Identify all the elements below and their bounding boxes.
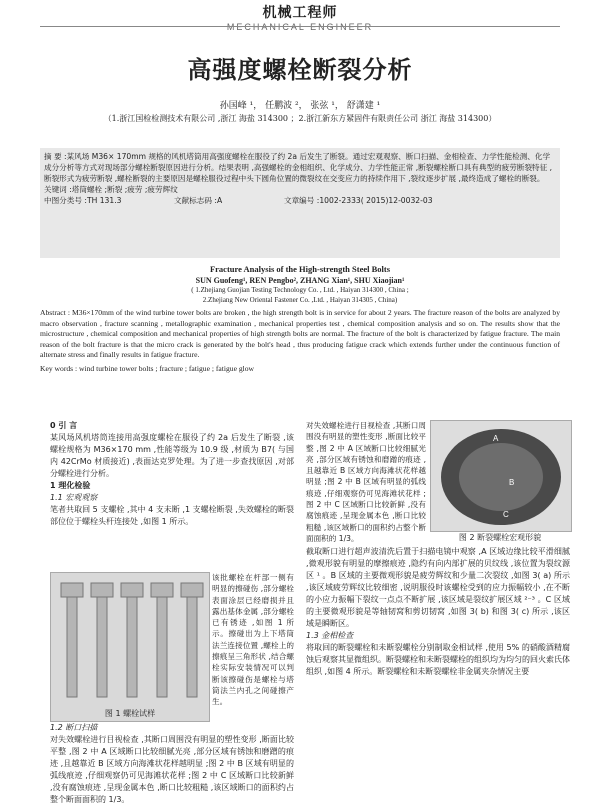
article-number: 文章编号 :1002-2333( 2015)12-0032-03: [284, 196, 433, 205]
english-abstract: Abstract : M36×170mm of the wind turbine tower bolts are broken , the high strength bolt is in service for about 2 years. The fracture reason of the bolts are analyzed by macro observation , fracture scanning , metallographic examination , mechanical properties test , chemical composition analysis and so on. The results show that the microstructure , chemical composition and mechanical properties of high strength bolts are normal. The fracture of the bolt is characterized by fatigue fracture. The main reason of the bolt fracture is that the micro crack is generated by the bolt's head , thus producing fatigue crack which extends further under the continuous function of alternate stress and finally results in fatigue fracture.: [40, 308, 560, 359]
paper-title: 高强度螺栓断裂分析: [187, 56, 413, 84]
affiliations: （1.浙江国检检测技术有限公司 ,浙江 海盐 314300 ；2.浙江新东方紧固件有限责任公司 浙江 海盐 314300）: [103, 114, 497, 123]
right-top-paragraph: 对失效螺栓进行目视检查 ,其断口周围没有明显的塑性变形 ,断面比较平整 ,图 2 中 A 区域断口比较细腻光亮 ,部分区域有锈蚀和磨蹭的痕迹 ,且越靠近 B 区域方向海滩状花样越明显 ;图 2 中 B 区域有明显的弧线痕迹 ,仔细观察仍可见海滩状花样 ;图 2 中 C 区域断口比较新鲜 ,没有腐蚀痕迹 ,呈现金属本色 ,断口比较粗糙 ,该区域断口的面积约占整个断面面积的 1/3。: [306, 421, 426, 543]
region-c-label: C: [503, 510, 509, 519]
header-rule: [40, 26, 560, 27]
journal-name-en: MECHANICAL ENGINEER: [226, 22, 374, 32]
authors: 孙国峰 ¹， 任鹏波 ²， 张弦 ¹， 舒潇建 ¹: [219, 101, 381, 111]
document-code: 文献标志码 :A: [174, 196, 223, 205]
left-column-wrap: [212, 572, 294, 708]
journal-name-cn: 机械工程师: [262, 5, 338, 21]
bolts-illustration: [51, 573, 209, 721]
english-title: Fracture Analysis of the High-strength Steel Bolts: [209, 264, 391, 274]
figure-2-caption: 图 2 断裂螺栓宏观形貌: [458, 533, 542, 542]
classification-row: [44, 195, 556, 206]
region-a-label: A: [493, 434, 499, 443]
journal-header: [0, 0, 600, 32]
abstract-cn-text: 摘 要 :某风场 M36× 170mm 规格的风机塔筒用高强度螺栓在服役了约 2a 后发生了断裂。通过宏观观察、断口扫描、金相检查、力学性能检测、化学成分分析等方式对现场部分螺栓断裂原因进行分析。结果表明 ,高强螺栓的金相组织、化学成分、力学性能正常 ,断裂螺栓断口具有典型的疲劳断裂特征 ,断裂形式为疲劳断裂 ,螺栓断裂的主要原因是螺栓服役过程中头下圆角位置的微裂纹在交变应力的持续作用下 ,裂纹逐步扩展 ,最终造成了螺栓的断裂。: [44, 152, 553, 183]
clc-number: 中图分类号 :TH 131.3: [44, 196, 122, 205]
section-0-heading: 0 引 言: [50, 421, 78, 430]
left-column: [50, 420, 294, 528]
section-1-1-paragraph-a: 笔者共取回 5 支螺栓 ,其中 4 支未断 ,1 支螺栓断裂 ,失效螺栓的断裂部位位于螺栓头杆连接处 ,如图 1 所示。: [50, 505, 294, 526]
sem-paragraph: 截取断口进行超声波清洗后置于扫描电镜中观察 ,A 区域边缘比较平滑细腻 ,微观形貌有明显的摩擦痕迹 ,隐约有向内部扩展的贝纹线 ,该位置为裂纹源区 ¹ 。B 区域的主要微观形貌是疲劳辉纹和少量二次裂纹 ,如图 3( a) 所示 ,该区域疲劳辉纹比较细密 ,说明服役时该螺栓受到的应力振幅较小 ,在不断的小应力振幅下裂纹一点点不断扩展 ,该区域是裂纹扩展区域 ²⁻³ 。C 区域的主要微观形貌是等轴韧窝和剪切韧窝 ,如图 3( b) 和图 3( c) 所示 ,该区域是瞬断区。: [306, 547, 570, 628]
english-keywords: Key words : wind turbine tower bolts ; fracture ; fatigue ; fatigue glow: [40, 363, 255, 373]
right-column-bottom: [306, 546, 570, 762]
intro-paragraph: 某风场风机塔筒连接用高强度螺栓在服役了约 2a 后发生了断裂 ,该螺栓规格为 M36×170 mm ,性能等级为 10.9 级 ,材质为 B7( 与国内 42CrMo 材质接近) ,表面达克罗处理。为了进一步查找原因 ,对部分螺栓进行分析。: [50, 433, 294, 478]
section-1-2-heading: 1.2 断口扫描: [50, 723, 98, 732]
english-affiliation-2: 2.Zhejiang New Oriental Fastener Co. ,Ltd. , Haiyan 314305 , China): [202, 296, 398, 304]
english-authors: SUN Guofeng¹, REN Pengbo², ZHANG Xian¹, SHU Xiaojian¹: [195, 276, 405, 285]
fracture-illustration: [431, 421, 571, 531]
english-affiliation-1: ( 1.Zhejiang Guojian Testing Technology Co. , Ltd. , Haiyan 314300 , China ;: [191, 286, 409, 294]
section-1-3-heading: 1.3 金相检查: [306, 631, 354, 640]
section-1-1-heading: 1.1 宏观观察: [50, 493, 98, 502]
right-column-top: [306, 420, 426, 542]
keywords-cn: 关键词 :塔筒螺栓 ;断裂 ;疲劳 ;疲劳辉纹: [44, 185, 178, 194]
english-abstract-block: [40, 264, 560, 374]
figure-2-fracture-surface: [430, 420, 572, 532]
left-column-bottom: [50, 722, 294, 804]
region-b-label: B: [509, 478, 515, 487]
section-1-3-paragraph: 将取回的断裂螺栓和未断裂螺栓分别制取金相试样 ,使用 5% 的硝酸酒精腐蚀后观察其显微组织。断裂螺栓和未断裂螺栓的组织均为均匀的回火索氏体组织 ,如图 4 所示。断裂螺栓和未断裂螺栓非金属夹杂情况主要: [306, 643, 570, 676]
figure-1-caption: 图 1 螺栓试样: [104, 709, 156, 718]
section-1-heading: 1 理化检验: [50, 481, 91, 490]
section-1-1-paragraph-b: 该批螺栓在杆部一侧有明显的擦碰伤 ,部分螺栓表面涂层已经磨损并且露出基体金属 ,部分螺栓已有锈迹 ,如图 1 所示。擦碰出为上下塔筒法兰连接位置 ,螺栓上的擦痕呈三角形状 ,结合螺栓实际安装情况可以判断该擦碰伤是螺栓与塔筒法兰内孔之间碰擦产生。: [212, 573, 294, 707]
abstract-cn-box: [40, 148, 560, 258]
figure-1-bolt-samples: [50, 572, 210, 722]
section-1-2-paragraph: 对失效螺栓进行目视检查 ,其断口周围没有明显的塑性变形 ,断面比较平整 ,图 2 中 A 区域断口比较细腻光亮 ,部分区域有锈蚀和磨蹭的痕迹 ,且越靠近 B 区域方向海滩状花样越明显 ;图 2 中 B 区域有明显的弧线痕迹 ,仔细观察仍可见海滩状花样 ;图 2 中 C 区域断口比较新鲜 ,没有腐蚀痕迹 ,呈现金属本色 ,断口比较粗糙 ,该区域断口的面积约占整个断面面积的 1/3。: [50, 735, 294, 804]
